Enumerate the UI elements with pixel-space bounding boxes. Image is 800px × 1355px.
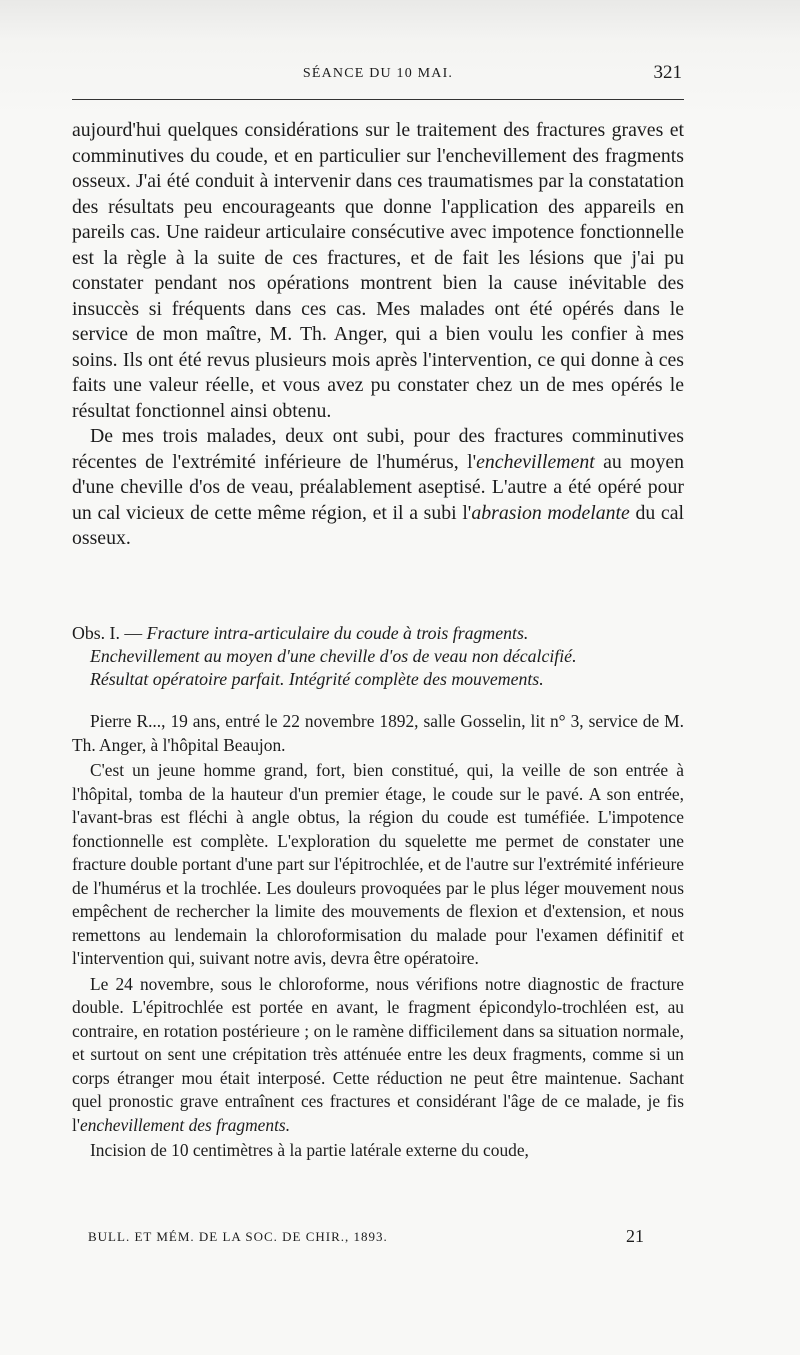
- paragraph: [72, 973, 684, 1138]
- italic-term: abrasion modelante: [471, 501, 630, 524]
- observation-line: [72, 668, 684, 691]
- signature-number: 21: [626, 1226, 644, 1246]
- paragraph: [72, 424, 684, 552]
- page-number: 321: [653, 62, 682, 83]
- running-head: SÉANCE DU 10 MAI.: [302, 66, 454, 81]
- header-rule: [72, 99, 684, 100]
- paragraph: aujourd'hui quelques considérations sur le traitement des fractures graves et comminutives du coude, et en particulier sur l'enchevillement des fragments osseux. J'ai été conduit à intervenir dans ces traumatismes par la constatation des résultats peu encourageants que donne l'application des appareils en pareils cas. Une raideur articulaire consécutive avec impotence fonctionnelle est la règle à la suite de ces fractures, et de fait les lésions que j'ai pu constater pendant nos opérations montrent bien la cause inévitable des insuccès si fréquents dans ces cas. Mes malades ont été opérés dans le service de mon maître, M. Th. Anger, qui a bien voulu les confier à mes soins. Ils ont été revus plusieurs mois après l'intervention, ce qui donne à ces faits une valeur réelle, et vous avez pu constater chez un de mes opérés le résultat fonctionnel ainsi obtenu.: [72, 119, 684, 422]
- observation-title: Fracture intra-articulaire du coude à trois fragments.: [146, 623, 529, 643]
- italic-term: enchevillement des fragments.: [79, 1114, 291, 1135]
- text-run: Le 24 novembre, sous le chloroforme, nous vérifions notre diagnostic de fracture double. L'épitrochlée est portée en avant, le fragment épicondylo-trochléen est, au contraire, en rotation postérieure ; on le ramène difficilement dans sa situation normale, et surtout on sent une crépitation très atténuée entre les deux fragments, comme si un corps étranger mou était interposé. Cette réduction ne peut être maintenue. Sachant quel pronostic grave entraînent ces fractures et considérant l'âge de ce malade, je fis l': [72, 973, 684, 1135]
- observation-title: Résultat opératoire parfait. Intégrité complète des mouvements.: [90, 669, 544, 689]
- observation-label: Obs. I. —: [72, 623, 147, 643]
- observation-line: [72, 645, 684, 668]
- case-text: [72, 710, 684, 1165]
- footer-citation: BULL. ET MÉM. DE LA SOC. DE CHIR., 1893.: [88, 1229, 388, 1244]
- page-header: [72, 62, 684, 86]
- italic-term: enchevillement: [476, 450, 595, 473]
- paragraph: Pierre R..., 19 ans, entré le 22 novembre 1892, salle Gosselin, lit n° 3, service de M. Th. Anger, à l'hôpital Beaujon.: [72, 711, 684, 755]
- paragraph: C'est un jeune homme grand, fort, bien constitué, qui, la veille de son entrée à l'hôpital, tomba de la hauteur d'un premier étage, le coude sur le pavé. A son entrée, l'avant-bras est fléchi à angle obtus, la région du coude est tuméfiée. L'impotence fonctionnelle est complète. L'exploration du squelette me permet de constater une fracture double portant d'une part sur l'épitrochlée, et de l'autre sur l'extrémité inférieure de l'humérus et la trochlée. Les douleurs provoquées par le plus léger mouvement nous empêchent de rechercher la limite des mouvements de flexion et d'extension, et nous remettons au lendemain la chloroformisation du malade pour l'examen définitif et l'intervention qui, suivant notre avis, devra être opératoire.: [72, 760, 684, 968]
- observation-line: [72, 622, 684, 645]
- text-run: De mes trois malades, deux ont subi, pour des fractures comminutives récentes de l'extrémité inférieure de l'humérus, l': [72, 425, 684, 473]
- observation-title: Enchevillement au moyen d'une cheville d'os de veau non décalcifié.: [90, 646, 577, 666]
- page-footer: [88, 1226, 648, 1248]
- observation-heading: [72, 622, 684, 691]
- main-text: [72, 118, 684, 552]
- text-run: du cal osseux.: [72, 501, 684, 549]
- paragraph: Incision de 10 centimètres à la partie latérale externe du coude,: [90, 1140, 529, 1160]
- text-run: au moyen d'une cheville d'os de veau, préalablement aseptisé. L'autre a été opéré pour un cal vicieux de cette même région, et il a subi l': [72, 450, 685, 524]
